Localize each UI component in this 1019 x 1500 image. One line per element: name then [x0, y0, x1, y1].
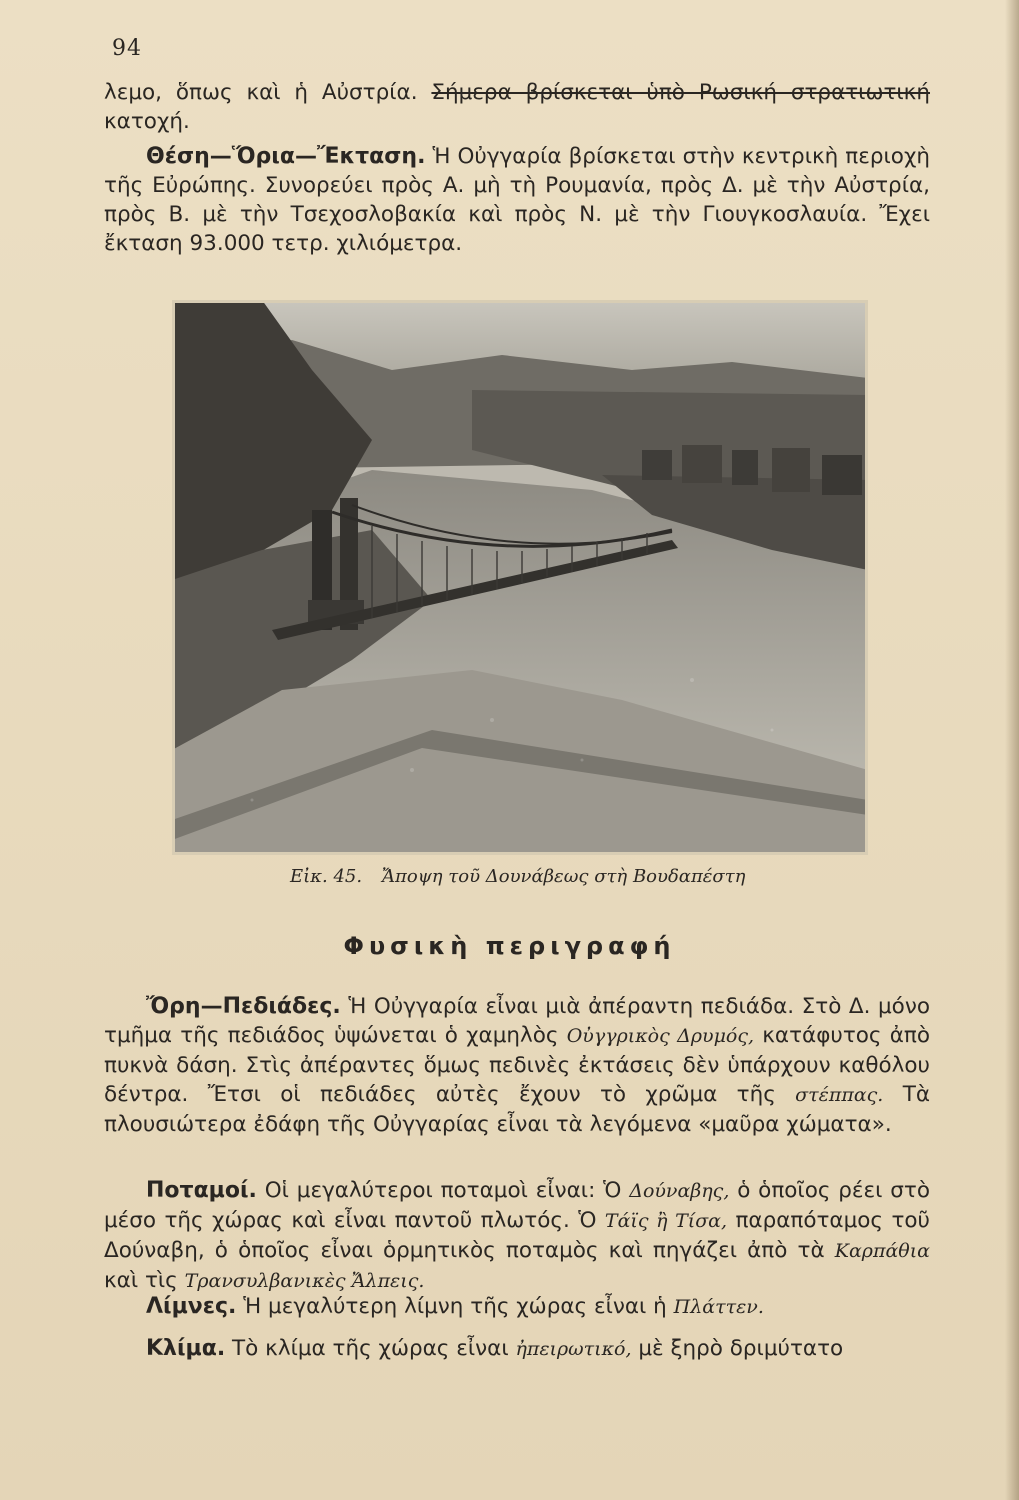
position-text: Ἡ Οὐγγαρία βρίσκεται στὴν κεντρικὴ περιοχὴ τῆς Εὐρώπης. Συνορεύει πρὸς Α. μὴ τὴ Ρουμανία, πρὸς Δ. μὲ τὴν Αὐστρία, πρὸς Β. μὲ τὴν Τσεχοσλοβακία καὶ πρὸς Ν. μὲ τὴν Γιουγκοσλαυία. Ἔχει ἔκταση 93.000 τετρ. χιλιόμετρα. [104, 144, 931, 256]
mountain-name: Τρανσυλβανικὲς Ἄλπεις. [184, 1270, 425, 1292]
climate-text: μὲ ξηρὸ δριμύτατο [638, 1336, 844, 1361]
figure-caption-text: Ἄποψη τοῦ Δουνάβεως στὴ Βουδαπέστη [381, 866, 746, 887]
page-edge-shadow [1005, 0, 1019, 1500]
mountain-name: Καρπάθια [834, 1240, 931, 1262]
lake-name: Πλάττεν. [673, 1296, 764, 1318]
danube-budapest-photo [172, 300, 868, 855]
mountains-text: Ἡ Οὐγγαρία εἶναι μιὰ ἀπέραντη πεδιάδα. Στὸ Δ. μόνο τμῆμα τῆς πεδιάδος ὑψώνεται ὁ χαμηλὸς [104, 994, 930, 1048]
mountains-italic-term: στέππας. [795, 1084, 884, 1106]
rivers-text: ὁ ὁποῖος ρέει στὸ μέσο τῆς χώρας καὶ εἶναι παντοῦ πλωτός. Ὁ [104, 1178, 930, 1233]
section-heading: Φυσικὴ περιγραφή [343, 932, 676, 960]
mountains-italic-name: Οὐγγρικὸς Δρυμός, [566, 1025, 755, 1047]
mountains-text: Τὰ πλουσιώτερα ἐδάφη τῆς Οὐγγαρίας εἶναι τὰ λεγόμενα «μαῦρα χώματα». [104, 1082, 930, 1137]
rivers-heading: Ποταμοί. [146, 1178, 257, 1203]
lakes-heading: Λίμνες. [146, 1294, 237, 1319]
struck-out-text: Σήμερα βρίσκεται ὑπὸ Ρωσική στρατιωτική [431, 80, 930, 105]
river-name: Δούναβης, [629, 1180, 730, 1202]
climate-heading: Κλίμα. [146, 1336, 226, 1361]
climate-text: Τὸ κλίμα τῆς χώρας εἶναι [232, 1336, 509, 1361]
page-number: 94 [112, 36, 142, 61]
lakes-paragraph [104, 1292, 930, 1322]
rivers-text: καὶ τὶς [104, 1268, 178, 1293]
river-name: Τάϊς ἢ Τίσα, [604, 1210, 728, 1232]
rivers-paragraph [104, 1176, 930, 1296]
mountains-paragraph [104, 992, 930, 1139]
mountains-heading: Ὄρη—Πεδιάδες. [146, 994, 341, 1019]
figure-caption [290, 866, 850, 887]
climate-paragraph [104, 1334, 930, 1364]
figure-number: Εἰκ. 45. [290, 866, 363, 887]
rivers-text: παραπόταμος τοῦ Δούναβη, ὁ ὁποῖος εἶναι ὁρμητικὸς ποταμὸς καὶ πηγάζει ἀπὸ τὰ [104, 1208, 930, 1263]
intro-text: λεμο, ὅπως καὶ ἡ Αὐστρία. [104, 80, 418, 105]
position-paragraph [104, 142, 930, 258]
climate-term: ἠπειρωτικό, [515, 1338, 632, 1360]
intro-text-end: κατοχή. [104, 109, 190, 134]
rivers-text: Οἱ μεγαλύτεροι ποταμοὶ εἶναι: Ὁ [264, 1178, 622, 1203]
position-heading: Θέση—Ὅρια—Ἔκταση. [146, 144, 426, 169]
mountains-text: κατάφυτος ἀπὸ πυκνὰ δάση. Στὶς ἀπέραντες ὅμως πεδινὲς ἐκτάσεις δὲν ὑπάρχουν καθόλου δέντρα. Ἔτσι οἱ πεδιάδες αὐτὲς ἔχουν τὸ χρῶμα τῆς [104, 1023, 931, 1107]
lakes-text: Ἡ μεγαλύτερη λίμνη τῆς χώρας εἶναι ἡ [243, 1294, 667, 1319]
intro-paragraph [104, 78, 930, 136]
